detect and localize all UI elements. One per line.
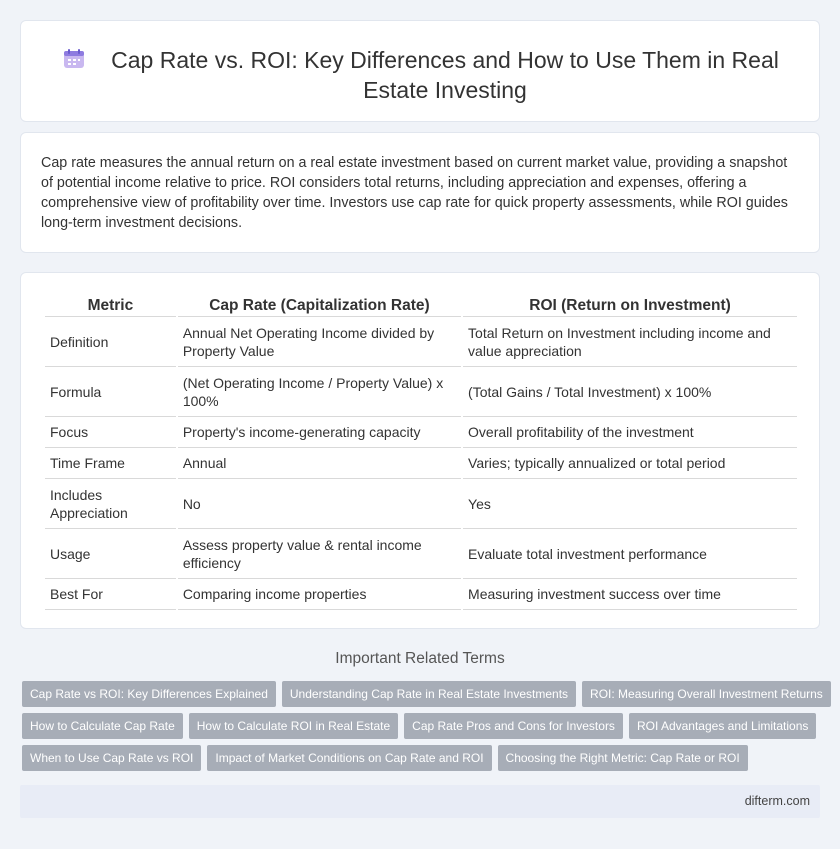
related-term-tag[interactable]: Cap Rate vs ROI: Key Differences Explained bbox=[22, 681, 276, 707]
roi-cell: Measuring investment success over time bbox=[463, 579, 797, 610]
related-term-tag[interactable]: ROI: Measuring Overall Investment Returns bbox=[582, 681, 831, 707]
table-row bbox=[45, 448, 797, 479]
page-title: Cap Rate vs. ROI: Key Differences and How to Use Them in Real Estate Investing bbox=[111, 47, 779, 103]
metric-cell: Time Frame bbox=[45, 448, 176, 479]
roi-cell: (Total Gains / Total Investment) x 100% bbox=[463, 367, 797, 417]
related-term-tag[interactable]: Cap Rate Pros and Cons for Investors bbox=[404, 713, 623, 739]
table-row bbox=[45, 417, 797, 448]
related-term-tag[interactable]: When to Use Cap Rate vs ROI bbox=[22, 745, 201, 771]
table-row bbox=[45, 529, 797, 579]
cap-rate-cell: No bbox=[178, 479, 461, 529]
cap-rate-cell: Assess property value & rental income efficiency bbox=[178, 529, 461, 579]
metric-cell: Definition bbox=[45, 317, 176, 367]
table-row bbox=[45, 579, 797, 610]
roi-cell: Overall profitability of the investment bbox=[463, 417, 797, 448]
cap-rate-cell: Comparing income properties bbox=[178, 579, 461, 610]
table-row bbox=[45, 367, 797, 417]
related-term-tag[interactable]: How to Calculate Cap Rate bbox=[22, 713, 183, 739]
table-row bbox=[45, 479, 797, 529]
related-terms-tags bbox=[22, 681, 822, 777]
related-term-tag[interactable]: Impact of Market Conditions on Cap Rate and ROI bbox=[207, 745, 491, 771]
roi-cell: Evaluate total investment performance bbox=[463, 529, 797, 579]
summary-card bbox=[20, 132, 820, 253]
cap-rate-cell: (Net Operating Income / Property Value) x 100% bbox=[178, 367, 461, 417]
metric-cell: Usage bbox=[45, 529, 176, 579]
column-header-cap-rate: Cap Rate (Capitalization Rate) bbox=[178, 295, 461, 317]
related-term-tag[interactable]: Choosing the Right Metric: Cap Rate or ROI bbox=[498, 745, 748, 771]
related-term-tag[interactable]: ROI Advantages and Limitations bbox=[629, 713, 816, 739]
metric-cell: Best For bbox=[45, 579, 176, 610]
metric-cell: Focus bbox=[45, 417, 176, 448]
column-header-metric: Metric bbox=[45, 295, 176, 317]
metric-cell: Formula bbox=[45, 367, 176, 417]
roi-cell: Varies; typically annualized or total period bbox=[463, 448, 797, 479]
related-terms-title: Important Related Terms bbox=[335, 650, 505, 667]
table-header-row bbox=[45, 295, 797, 317]
comparison-table bbox=[43, 295, 799, 610]
footer-site-link[interactable]: difterm.com bbox=[744, 794, 810, 808]
summary-text: Cap rate measures the annual return on a real estate investment based on current market value, providing a snapshot of potential income relative to price. ROI considers total returns, including appreciation and expenses, offering a comprehensive view of profitability over time. Investors use cap rate for quick property assessments, while ROI guides long-term investment decisions. bbox=[41, 155, 788, 231]
footer bbox=[20, 785, 820, 818]
metric-cell: Includes Appreciation bbox=[45, 479, 176, 529]
comparison-table-card bbox=[20, 272, 820, 629]
header-card bbox=[20, 20, 820, 122]
related-term-tag[interactable]: Understanding Cap Rate in Real Estate Investments bbox=[282, 681, 576, 707]
related-term-tag[interactable]: How to Calculate ROI in Real Estate bbox=[189, 713, 398, 739]
cap-rate-cell: Annual Net Operating Income divided by Property Value bbox=[178, 317, 461, 367]
roi-cell: Total Return on Investment including income and value appreciation bbox=[463, 317, 797, 367]
roi-cell: Yes bbox=[463, 479, 797, 529]
cap-rate-cell: Annual bbox=[178, 448, 461, 479]
cap-rate-cell: Property's income-generating capacity bbox=[178, 417, 461, 448]
column-header-roi: ROI (Return on Investment) bbox=[463, 295, 797, 317]
table-row bbox=[45, 317, 797, 367]
